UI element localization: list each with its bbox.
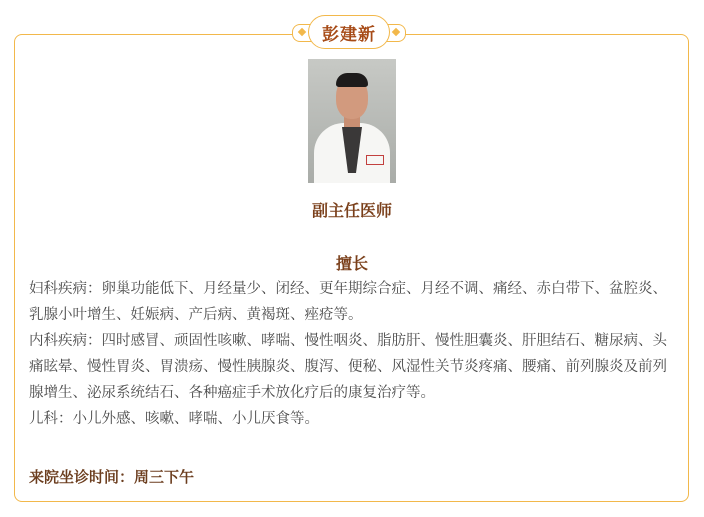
specialty-line: 乳腺小叶增生、妊娠病、产后病、黄褐斑、痤疮等。 <box>29 307 363 323</box>
specialty-line: 儿科：小儿外感、咳嗽、哮喘、小儿厌食等。 <box>29 411 319 427</box>
specialty-heading: 擅长 <box>335 254 368 273</box>
specialty-line: 妇科疾病：卵巢功能低下、月经量少、闭经、更年期综合症、月经不调、痛经、赤白带下、盆腔炎、 <box>29 281 667 297</box>
doctor-name: 彭建新 <box>308 15 390 49</box>
doctor-photo <box>308 59 396 183</box>
visit-time: 来院坐诊时间：周三下午 <box>29 468 195 486</box>
name-banner <box>290 14 408 50</box>
specialty-text <box>29 276 679 432</box>
specialty-line: 内科疾病：四时感冒、顽固性咳嗽、哮喘、慢性咽炎、脂肪肝、慢性胆囊炎、肝胆结石、糖尿病、头 <box>29 333 667 349</box>
doctor-title: 副主任医师 <box>311 201 392 220</box>
specialty-line: 痛眩晕、慢性胃炎、胃溃疡、慢性胰腺炎、腹泻、便秘、风湿性关节炎疼痛、腰痛、前列腺炎及前列 <box>29 359 667 375</box>
specialty-line: 腺增生、泌尿系统结石、各种癌症手术放化疗后的康复治疗等。 <box>29 385 435 401</box>
